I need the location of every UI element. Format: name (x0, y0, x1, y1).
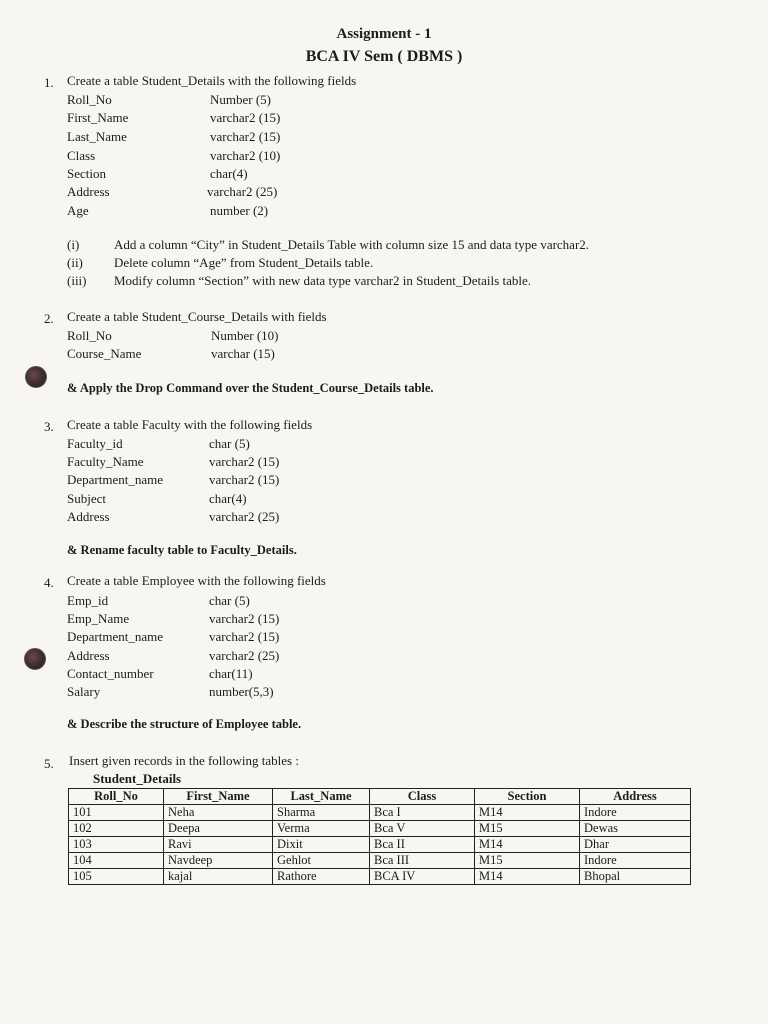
q1-field-type: varchar2 (25) (207, 184, 278, 199)
q1-subtask-number: (iii) (67, 273, 87, 288)
table-cell: 103 (69, 837, 164, 853)
q1-field-name: Last_Name (67, 129, 127, 144)
q3-text: Create a table Faculty with the following fields (67, 417, 313, 432)
table-cell: 101 (69, 805, 164, 821)
q4-field-type: varchar2 (15) (209, 629, 280, 644)
q1-field-name: Age (67, 203, 89, 218)
table-cell: Bca V (370, 821, 475, 837)
q2-number: 2. (44, 311, 54, 326)
table-cell: M14 (475, 869, 580, 885)
q2-field-type: Number (10) (211, 328, 279, 343)
q2-field-name: Roll_No (67, 328, 112, 343)
column-header: Last_Name (273, 789, 370, 805)
table-cell: Ravi (164, 837, 273, 853)
q1-field-name: Roll_No (67, 92, 112, 107)
q4-field-name: Emp_id (67, 593, 109, 608)
table-cell: M14 (475, 805, 580, 821)
column-header: Roll_No (69, 789, 164, 805)
student-details-table (68, 788, 691, 885)
q4-field-name: Salary (67, 684, 101, 699)
q2-text: Create a table Student_Course_Details with fields (67, 309, 327, 324)
q3-field-name: Address (67, 509, 110, 524)
column-header: First_Name (164, 789, 273, 805)
q1-field-type: number (2) (210, 203, 269, 218)
punch-hole-icon (25, 366, 47, 388)
q1-field-type: varchar2 (15) (210, 110, 281, 125)
q1-number: 1. (44, 75, 54, 90)
q3-number: 3. (44, 419, 54, 434)
q4-field-name: Contact_number (67, 666, 154, 681)
table-cell: M15 (475, 821, 580, 837)
page-title: Assignment - 1 (336, 26, 432, 42)
q3-field-type: char (5) (209, 436, 250, 451)
table-row (69, 837, 691, 853)
page-subtitle: BCA IV Sem ( DBMS ) (305, 48, 463, 65)
table-cell: Verma (273, 821, 370, 837)
q1-field-type: varchar2 (10) (210, 148, 281, 163)
table-cell: Deepa (164, 821, 273, 837)
q3-field-name: Department_name (67, 472, 164, 487)
table-row (69, 853, 691, 869)
table-header-row (69, 789, 691, 805)
q4-field-type: char (5) (209, 593, 250, 608)
table-cell: Bca II (370, 837, 475, 853)
table-cell: BCA IV (370, 869, 475, 885)
q4-field-name: Address (67, 648, 110, 663)
column-header: Class (370, 789, 475, 805)
q1-field-name: Section (67, 166, 106, 181)
table-cell: Dixit (273, 837, 370, 853)
q3-field-type: varchar2 (15) (209, 454, 280, 469)
table-cell: Indore (580, 805, 691, 821)
q1-subtask-text: Modify column “Section” with new data type varchar2 in Student_Details table. (114, 273, 531, 288)
q4-field-type: varchar2 (15) (209, 611, 280, 626)
table-cell: 102 (69, 821, 164, 837)
q1-field-name: Class (67, 148, 96, 163)
column-header: Address (580, 789, 691, 805)
table-cell: 104 (69, 853, 164, 869)
table-row (69, 805, 691, 821)
column-header: Section (475, 789, 580, 805)
q1-field-type: varchar2 (15) (210, 129, 281, 144)
q1-text: Create a table Student_Details with the following fields (67, 73, 357, 88)
table-cell: Dewas (580, 821, 691, 837)
table-cell: M14 (475, 837, 580, 853)
q5-number: 5. (44, 756, 54, 771)
q1-subtask-text: Delete column “Age” from Student_Details table. (114, 255, 374, 270)
q4-field-type: varchar2 (25) (209, 648, 280, 663)
q4-field-name: Emp_Name (67, 611, 130, 626)
q2-field-name: Course_Name (67, 346, 142, 361)
table-cell: Bca III (370, 853, 475, 869)
q4-field-type: number(5,3) (209, 684, 274, 699)
table-row (69, 869, 691, 885)
q5-text: Insert given records in the following tables : (69, 753, 299, 768)
table-cell: Neha (164, 805, 273, 821)
q3-field-name: Faculty_id (67, 436, 123, 451)
table-cell: Bhopal (580, 869, 691, 885)
q4-number: 4. (44, 575, 54, 590)
q5-table-label: Student_Details (93, 771, 182, 786)
q1-subtask-number: (ii) (67, 255, 83, 270)
table-cell: Rathore (273, 869, 370, 885)
q4-field-type: char(11) (209, 666, 253, 681)
table-cell: Indore (580, 853, 691, 869)
q3-field-type: varchar2 (15) (209, 472, 280, 487)
q2-field-type: varchar (15) (211, 346, 275, 361)
q4-text: Create a table Employee with the following fields (67, 573, 326, 588)
q4-field-name: Department_name (67, 629, 164, 644)
table-cell: M15 (475, 853, 580, 869)
q1-subtask-number: (i) (67, 237, 80, 252)
table-row (69, 821, 691, 837)
q3-field-type: varchar2 (25) (209, 509, 280, 524)
q1-field-type: char(4) (210, 166, 248, 181)
q3-field-type: char(4) (209, 491, 247, 506)
table-cell: 105 (69, 869, 164, 885)
q3-note: & Rename faculty table to Faculty_Details. (67, 543, 297, 557)
table-cell: Navdeep (164, 853, 273, 869)
q3-field-name: Subject (67, 491, 106, 506)
q1-field-type: Number (5) (210, 92, 272, 107)
table-cell: Dhar (580, 837, 691, 853)
table-cell: kajal (164, 869, 273, 885)
q1-field-name: Address (67, 184, 110, 199)
table-cell: Sharma (273, 805, 370, 821)
table-cell: Gehlot (273, 853, 370, 869)
q2-note: & Apply the Drop Command over the Student_Course_Details table. (67, 381, 434, 395)
q1-field-name: First_Name (67, 110, 129, 125)
punch-hole-icon (24, 648, 46, 670)
q4-note: & Describe the structure of Employee table. (67, 717, 302, 731)
table-cell: Bca I (370, 805, 475, 821)
q1-subtask-text: Add a column “City” in Student_Details Table with column size 15 and data type varchar2. (114, 237, 590, 252)
q3-field-name: Faculty_Name (67, 454, 144, 469)
